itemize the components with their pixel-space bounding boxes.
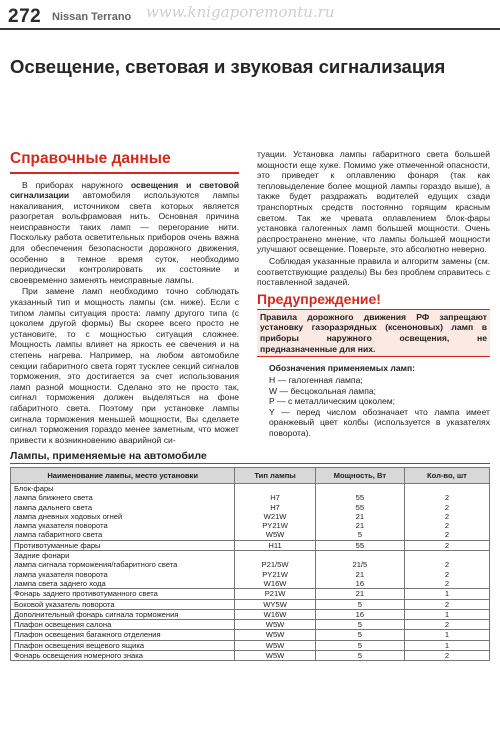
- reference-heading: Справочные данные: [10, 150, 171, 167]
- table-title-rule: [10, 463, 490, 464]
- table-row: лампа ближнего света H7 55 2: [11, 493, 490, 502]
- page-number: 272: [8, 6, 42, 27]
- table-row: лампа света заднего хода W16W 16 2: [11, 579, 490, 589]
- paragraph-1: В приборах наружного освещения и световой сигнализации автомобиля используются лампы накаливания, источником света которых является разогретая вольфрамовая нить. Основная причина неисправности таких ламп — перегорание нити. Поскольку работа осветительных приборов очень важна для обеспечения безопасности дорожного движения, особенно в темное время суток, необходимо периодически контролировать их состояние и своевременно заменять неисправные лампы.: [10, 179, 239, 285]
- table-row: лампа дальнего света H7 55 2: [11, 503, 490, 512]
- page-title: Освещение, световая и звуковая сигнализация: [10, 56, 446, 77]
- table-header-row: [11, 468, 490, 484]
- paragraph-3: туации. Установка лампы габаритного света большей мощности еще хуже. Помимо уже отмеченной опасности, это приведет к оплавлению фонаря (так как тепловыделение более мощной лампы гораздо выше), а также будет раздражать водителей едущих сзади транспортных средств постоянно горящим красным светом. Так же чревата оплавлением блок-фары установка галогенных ламп большей мощности. Очень распространено мнение, что лампы большей мощности улучшают освещение. Поверьте, это абсолютно неверно.: [257, 149, 490, 255]
- table-row: лампа дневных ходовых огней W21W 21 2: [11, 512, 490, 521]
- book-title: Nissan Terrano: [52, 11, 132, 23]
- table-row: лампа сигнала торможения/габаритного света P21/5W 21/5 2: [11, 560, 490, 569]
- header-type: Тип лампы: [235, 468, 316, 484]
- header-rule: [0, 28, 500, 30]
- table-row: лампа указателя поворота PY21W 21 2: [11, 521, 490, 530]
- table-row: Плафон освещения вещевого ящика W5W 5 1: [11, 640, 490, 650]
- paragraph-4: Соблюдая указанные правила и алгоритм замены (см. соответствующие разделы) Вы без проблем справитесь с поставленной задачей.: [257, 255, 490, 288]
- table-row: Задние фонари: [11, 551, 490, 561]
- reference-rule: [10, 172, 239, 174]
- warning-box: Правила дорожного движения РФ запрещают установку газоразрядных (ксеноновых) ламп в приборы наружного освещения, не предназначенные для них.: [257, 309, 490, 357]
- paragraph-2: При замене ламп необходимо точно соблюдать указанный тип и мощность лампы (см. ниже). Если с типом лампы ситуация проста: лампу другого типа (с цоколем другой формы) Вы скорее всего просто не установите, то с мощностью ситуация сложнее. Мощность лампы влияет на яркость ее свечения и на степень нагрева. Например, на любом автомобиле секции габаритного света горят тусклее секций сигналов торможения, это достигается за счет использования ламп разной мощности. Сделано это не просто так, сигнал торможения должен выделяться на фоне габаритного света. Поэтому при установке лампы сигнала торможения меньшей мощности, Вы сделаете сигнал торможения гораздо менее заметным, что может привести к возникновению аварийной си-: [10, 286, 239, 445]
- table-row: Плафон освещения багажного отделения W5W 5 1: [11, 630, 490, 640]
- header-name: Наименование лампы, место установки: [11, 468, 235, 484]
- watermark: www.knigaporemontu.ru: [146, 3, 335, 21]
- right-column: [257, 149, 490, 439]
- table-row: лампа указателя поворота PY21W 21 2: [11, 570, 490, 579]
- header-power: Мощность, Вт: [315, 468, 404, 484]
- paragraph-1-bold: освещения и световой сигнализации: [10, 179, 239, 201]
- page-header: [0, 0, 500, 32]
- left-column: [10, 150, 239, 445]
- header-qty: Кол-во, шт: [404, 468, 489, 484]
- table-row: Плафон освещения салона W5W 5 2: [11, 620, 490, 630]
- lamps-table: [10, 467, 490, 661]
- legend-item: Y — перед числом обозначает что лампа имеет оранжевый цвет колбы (используется в указателях поворота).: [269, 406, 490, 439]
- legend-item: W — бесцокольная лампа;: [269, 385, 377, 396]
- table-row: Боковой указатель поворота WY5W 5 2: [11, 599, 490, 609]
- table-row: Блок-фары: [11, 484, 490, 494]
- table-row: Фонарь освещения номерного знака W5W 5 2: [11, 651, 490, 661]
- legend-item: P — с металлическим цоколем;: [269, 396, 396, 407]
- table-row: лампа габаритного света W5W 5 2: [11, 530, 490, 540]
- table-row: Дополнительный фонарь сигнала торможения W16W 16 1: [11, 609, 490, 619]
- table-row: Противотуманные фары H11 55 2: [11, 540, 490, 550]
- legend-title: Обозначения применяемых ламп:: [269, 363, 416, 374]
- table-row: Фонарь заднего противотуманного света P21W 21 1: [11, 589, 490, 599]
- table-title: Лампы, применяемые на автомобиле: [10, 450, 207, 462]
- legend-item: H — галогенная лампа;: [269, 375, 363, 386]
- warning-heading: Предупреждение!: [257, 290, 381, 307]
